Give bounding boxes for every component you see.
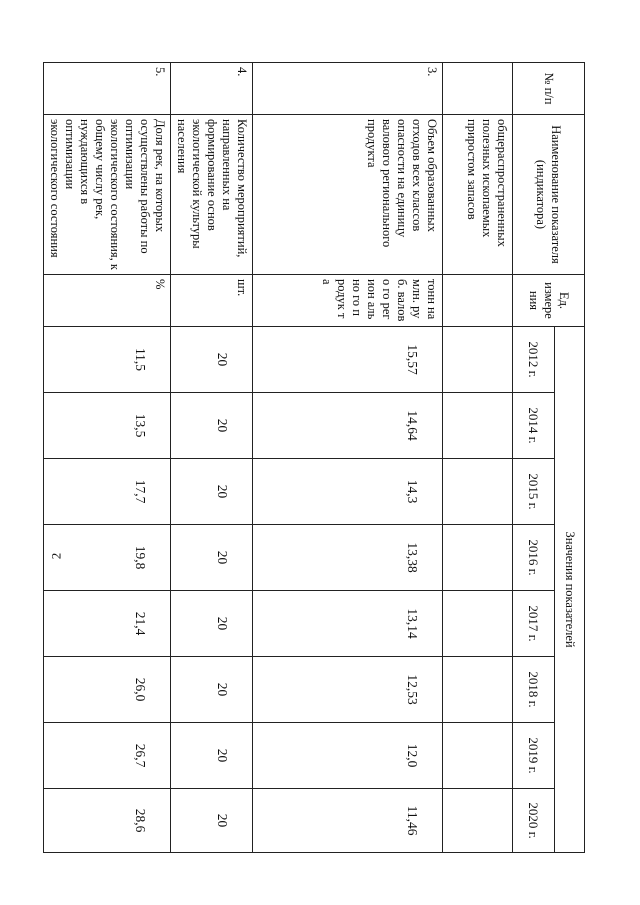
row-value	[443, 789, 513, 853]
row-value: 28,6	[44, 789, 171, 853]
header-year: 2019 г.	[513, 723, 555, 789]
row-unit: %	[44, 275, 171, 327]
header-year: 2014 г.	[513, 393, 555, 459]
row-value: 20	[171, 723, 253, 789]
row-value: 17,7	[44, 459, 171, 525]
row-value: 20	[171, 591, 253, 657]
row-value: 13,5	[44, 393, 171, 459]
row-unit	[443, 275, 513, 327]
indicator-table-container	[48, 62, 585, 852]
row-num: 5.	[44, 63, 171, 115]
table-row	[44, 63, 171, 853]
header-year: 2017 г.	[513, 591, 555, 657]
row-value: 11,5	[44, 327, 171, 393]
row-name: Доля рек, на которых осуществлены работы по оптимизации экологического состояния, к общему числу рек, нуждающихся в оптимизации экологического состояния	[44, 115, 171, 275]
row-value	[443, 591, 513, 657]
header-unit: Ед. измере ния	[513, 275, 585, 327]
header-year: 2016 г.	[513, 525, 555, 591]
row-value: 13,14	[253, 591, 443, 657]
row-value: 15,57	[253, 327, 443, 393]
row-value: 21,4	[44, 591, 171, 657]
row-value	[443, 327, 513, 393]
row-value: 20	[171, 789, 253, 853]
row-value: 14,3	[253, 459, 443, 525]
row-value: 20	[171, 459, 253, 525]
row-unit: тонн на млн. руб. валово го регион ально го продук та	[253, 275, 443, 327]
row-value: 20	[171, 393, 253, 459]
row-value: 20	[171, 525, 253, 591]
row-value	[443, 657, 513, 723]
row-value	[443, 525, 513, 591]
row-value: 11,46	[253, 789, 443, 853]
row-num	[443, 63, 513, 115]
row-value: 26,7	[44, 723, 171, 789]
header-row-group	[555, 63, 585, 853]
row-value	[443, 459, 513, 525]
row-value: 12,53	[253, 657, 443, 723]
indicator-table	[43, 62, 585, 853]
table-row	[253, 63, 443, 853]
table-row	[443, 63, 513, 853]
row-name: Объем образованных отходов всех классов опасности на единицу валового регионального продукта	[253, 115, 443, 275]
header-year: 2018 г.	[513, 657, 555, 723]
row-value: 13,38	[253, 525, 443, 591]
header-num: № п/п	[513, 63, 585, 115]
row-value: 20	[171, 327, 253, 393]
row-value	[443, 723, 513, 789]
row-value: 26,0	[44, 657, 171, 723]
row-name: общераспространенных полезных ископаемых приростом запасов	[443, 115, 513, 275]
header-name: Наименование показателя (индикатора)	[513, 115, 585, 275]
row-unit: шт.	[171, 275, 253, 327]
row-name: Количество мероприятий, направленных на формирование основ экологической культуры населения	[171, 115, 253, 275]
header-values-group: Значения показателей	[555, 327, 585, 853]
row-value: 19,8	[44, 525, 171, 591]
header-year: 2020 г.	[513, 789, 555, 853]
row-num: 4.	[171, 63, 253, 115]
header-year: 2015 г.	[513, 459, 555, 525]
row-num: 3.	[253, 63, 443, 115]
row-value: 12,0	[253, 723, 443, 789]
row-value: 14,64	[253, 393, 443, 459]
header-year: 2012 г.	[513, 327, 555, 393]
row-value: 20	[171, 657, 253, 723]
table-row	[171, 63, 253, 853]
row-value	[443, 393, 513, 459]
page-number: 2	[48, 552, 64, 560]
